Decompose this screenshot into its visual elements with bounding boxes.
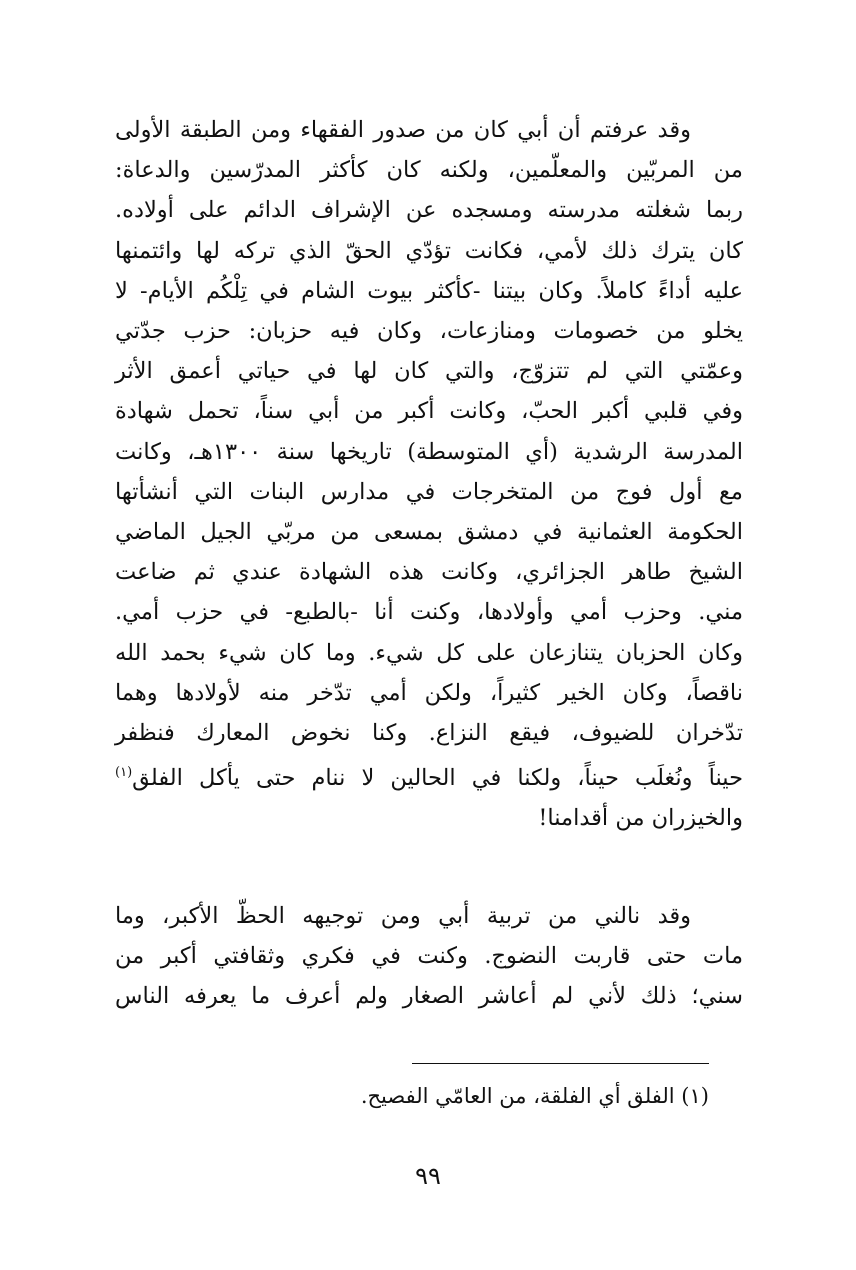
text-line: مع أول فوج من المتخرجات في مدارس البنات التي أنشأتها (115, 478, 743, 505)
text-line: وعمّتي التي لم تتزوّج، والتي كان لها في حياتي أعمق الأثر (115, 358, 743, 385)
footnote: (١) الفلق أي الفلقة، من العامّي الفصيح. (360, 1084, 709, 1108)
text-line: الحكومة العثمانية في دمشق بمسعى من مربّي الجيل الماضي (115, 519, 743, 546)
text-line: سني؛ ذلك لأني لم أعاشر الصغار ولم أعرف ما يعرفه الناس (115, 983, 743, 1010)
text-line: مني. وحزب أمي وأولادها، وكنت أنا -بالطبع- في حزب أمي. (115, 599, 743, 626)
text-line: المدرسة الرشدية (أي المتوسطة) تاريخها سنة ١٣٠٠هـ، وكانت (115, 438, 743, 465)
footnote-separator (412, 1063, 709, 1064)
text-line: وقد نالني من تربية أبي ومن توجيهه الحظّ الأكبر، وما (115, 903, 691, 929)
text-line: ربما شغلته مدرسته ومسجده عن الإشراف الدائم على أولاده. (115, 197, 743, 224)
text-line: وكان الحزبان يتنازعان على كل شيء. وما كان شيء بحمد الله (115, 639, 743, 666)
text-line-with-footnote (115, 753, 743, 798)
text-line: وقد عرفتم أن أبي كان من صدور الفقهاء ومن الطبقة الأولى (115, 117, 691, 143)
text-line: حيناً ونُغلَب حيناً، ولكنا في الحالين لا ننام حتى يأكل الفلق (132, 765, 743, 792)
text-line: الشيخ طاهر الجزائري، وكانت هذه الشهادة عندي ثم ضاعت (115, 559, 743, 586)
text-line: ناقصاً، وكان الخير كثيراً، ولكن أمي تدّخر منه لأولادها وهما (115, 679, 743, 706)
text-line: يخلو من خصومات ومنازعات، وكان فيه حزبان: حزب جدّتي (115, 318, 743, 345)
text-line: من المربّين والمعلّمين، ولكنه كان كأكثر المدرّسين والدعاة: (115, 157, 743, 184)
paragraph-body (115, 110, 743, 839)
paragraph-2 (115, 896, 743, 1017)
paragraph-body (115, 896, 743, 1017)
paragraph-1 (115, 110, 743, 839)
page-number: ٩٩ (415, 1162, 441, 1190)
text-line: عليه أداءً كاملاً. وكان بيتنا -كأكثر بيوت الشام في تِلْكُم الأيام- لا (115, 277, 743, 304)
footnote-marker: (١) (115, 765, 133, 781)
text-line: كان يترك ذلك لأمي، فكانت تؤدّي الحقّ الذي تركه لها وائتمنها (115, 237, 743, 264)
text-line: مات حتى قاربت النضوج. وكنت في فكري وثقافتي أكبر من (115, 943, 743, 970)
text-line: وفي قلبي أكبر الحبّ، وكانت أكبر من أبي سناً، تحمل شهادة (115, 398, 743, 425)
text-line: تدّخران للضيوف، فيقع النزاع. وكنا نخوض المعارك فنظفر (115, 720, 743, 747)
text-line: والخيزران من أقدامنا! (538, 805, 743, 832)
